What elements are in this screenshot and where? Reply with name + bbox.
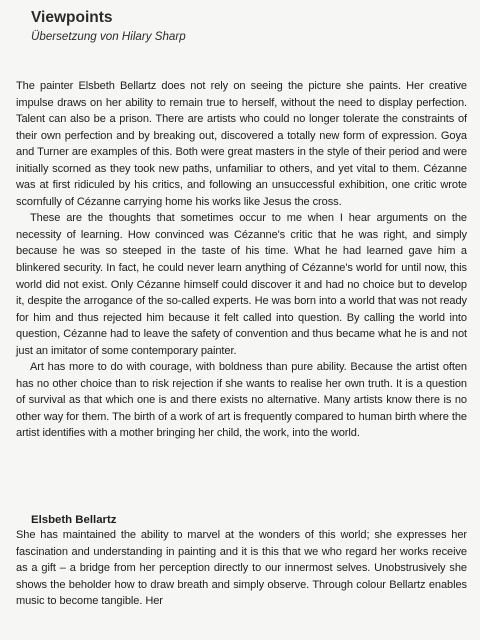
section-title: Elsbeth Bellartz — [31, 514, 117, 526]
paragraph: Art has more to do with courage, with boldness than pure ability. Because the artist often has no other choice than to risk rejection if she wants to realise her own truth. It is a question of survival as that which one is and there exists no alternative. Many artists know there is no other way for them. The birth of a work of art is frequently compared to human birth where the artist identifies with a mother bringing her child, the work, into the world. — [16, 361, 467, 440]
article-body — [16, 78, 467, 442]
section-body — [16, 527, 467, 610]
paragraph: These are the thoughts that sometimes occur to me when I hear arguments on the necessity of learning. How convinced was Cézanne's critic that he was right, and simply because he was so steeped in the taste of his time. What he had learned gave him a blinkered security. In fact, he could never learn anything of Cézanne's world for until now, this world did not exist. Only Cézanne himself could discover it and had no choice but to develop it, despite the arrogance of the so-called experts. He was born into a world that was not ready for him and thus rejected him because it felt called into question. By calling the world into question, Cézanne had to leave the safety of convention and thus became what he is and not just an imitator of some contemporary painter. — [16, 212, 467, 357]
paragraph: She has maintained the ability to marvel at the wonders of this world; she expresses her fascination and understanding in painting and it is this that we who regard her works receive as a gift – a bridge from her perception directly to our innermost selves. Unobstrusively she shows the beholder how to draw breath and simply observe. Through colour Bellartz enables music to become tangible. Her — [16, 529, 467, 608]
page-title: Viewpoints — [31, 9, 113, 26]
paragraph: The painter Elsbeth Bellartz does not rely on seeing the picture she paints. Her creative impulse draws on her ability to remain true to herself, without the need to display perfection. Talent can also be a prison. There are artists who could no longer tolerate the constraints of their own perfection and by breaking out, discovered a totally new form of expression. Goya and Turner are examples of this. Both were great masters in the style of their period and were initially scorned as they took new paths, unfamiliar to others, and yet vital to them. Cézanne was at first ridiculed by his critics, and following an unsuccessful exhibition, one critic wrote scornfully of Cézanne carrying home his works like Jesus the cross. — [16, 80, 467, 208]
translator-credit: Übersetzung von Hilary Sharp — [31, 30, 186, 43]
